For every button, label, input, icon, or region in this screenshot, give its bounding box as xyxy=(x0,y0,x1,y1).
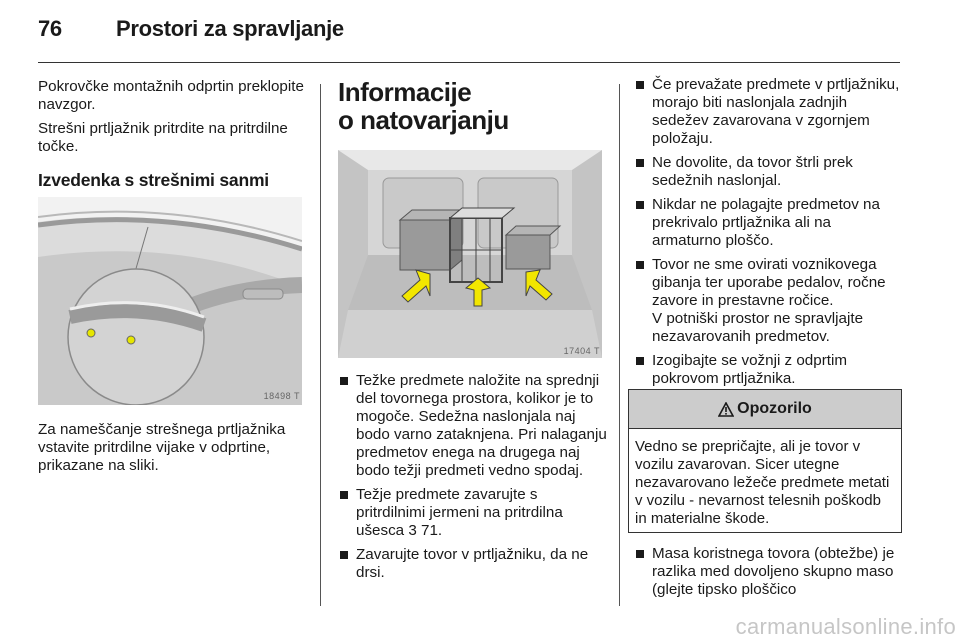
list-item: Masa koristnega tovora (obtežbe) je razlika med dovoljeno skupno maso (glejte tipsko ploščico xyxy=(636,545,904,599)
figure-cargo-loading xyxy=(338,150,602,358)
page-number: 76 xyxy=(38,16,62,41)
watermark: carmanualsonline.info xyxy=(735,614,956,639)
figure-number: 17404 T xyxy=(563,346,600,356)
warning-triangle-icon xyxy=(718,402,734,417)
section-heading-loading xyxy=(338,78,509,134)
payload-bullet-list xyxy=(636,545,904,599)
list-item: Zavarujte tovor v prtljažniku, da ne drsi. xyxy=(340,546,608,582)
heading-line-1: Informacije xyxy=(338,77,472,107)
paragraph-roof-rack: Strešni prtljažnik pritrdite na pritrdilne točke. xyxy=(38,120,288,155)
heading-line-2: o natovarjanju xyxy=(338,105,509,135)
header-rule xyxy=(38,62,900,63)
paragraph-cover-caps: Pokrovčke montažnih odprtin preklopite navzgor. xyxy=(38,78,304,113)
list-item: Težke predmete naložite na sprednji del tovornega prostora, kolikor je to mogoče. Sedežna naslonjala naj bodo varno zataknjena. Pri nalaganju predmetov enega na drugega naj bodo težji predmeti vedno spodaj. xyxy=(340,372,608,480)
figure-roof-mounting xyxy=(38,197,302,405)
section-heading-roof-rails: Izvedenka s strešnimi sanmi xyxy=(38,170,269,190)
page-header xyxy=(38,16,344,42)
roof-illustration xyxy=(38,197,302,405)
warning-text: Vedno se prepričajte, ali je tovor v vozilu zavarovan. Sicer utegne nezavarovano ležeče predmete metati v vozilu - nevarnost telesnih poškodb in materialne škode. xyxy=(635,438,890,527)
list-item: Tovor ne sme ovirati voznikovega gibanja ter uporabe pedalov, ročne zavore in prestavne ročice. xyxy=(636,256,904,310)
cargo-illustration xyxy=(338,150,602,358)
page-title: Prostori za spravljanje xyxy=(116,16,344,41)
list-item: Izogibajte se vožnji z odprtim pokrovom prtljažnika. xyxy=(636,352,904,388)
list-item-continuation: V potniški prostor ne spravljajte nezavarovanih predmetov. xyxy=(652,310,864,345)
list-item: Nikdar ne polagajte predmetov na prekrivalo prtljažnika ali na armaturno ploščo. xyxy=(636,196,904,250)
list-item: Če prevažate predmete v prtljažniku, morajo biti naslonjala zadnjih sedežev zavarovana v zgornjem položaju. xyxy=(636,76,904,148)
loading-bullet-list xyxy=(340,372,608,582)
figure-number: 18498 T xyxy=(263,391,300,401)
safety-bullet-list xyxy=(636,76,904,388)
list-item: Težje predmete zavarujte s pritrdilnimi jermeni na pritrdilna ušesca 3 71. xyxy=(340,486,608,540)
list-item: Ne dovolite, da tovor štrli prek sedežnih naslonjal. xyxy=(636,154,904,190)
warning-header xyxy=(629,390,901,429)
column-divider-1 xyxy=(320,84,321,606)
column-divider-2 xyxy=(619,84,620,606)
warning-box xyxy=(628,389,902,533)
figure-caption: Za nameščanje strešnega prtljažnika vstavite pritrdilne vijake v odprtine, prikazane na sliki. xyxy=(38,421,286,474)
warning-title: Opozorilo xyxy=(737,400,812,417)
